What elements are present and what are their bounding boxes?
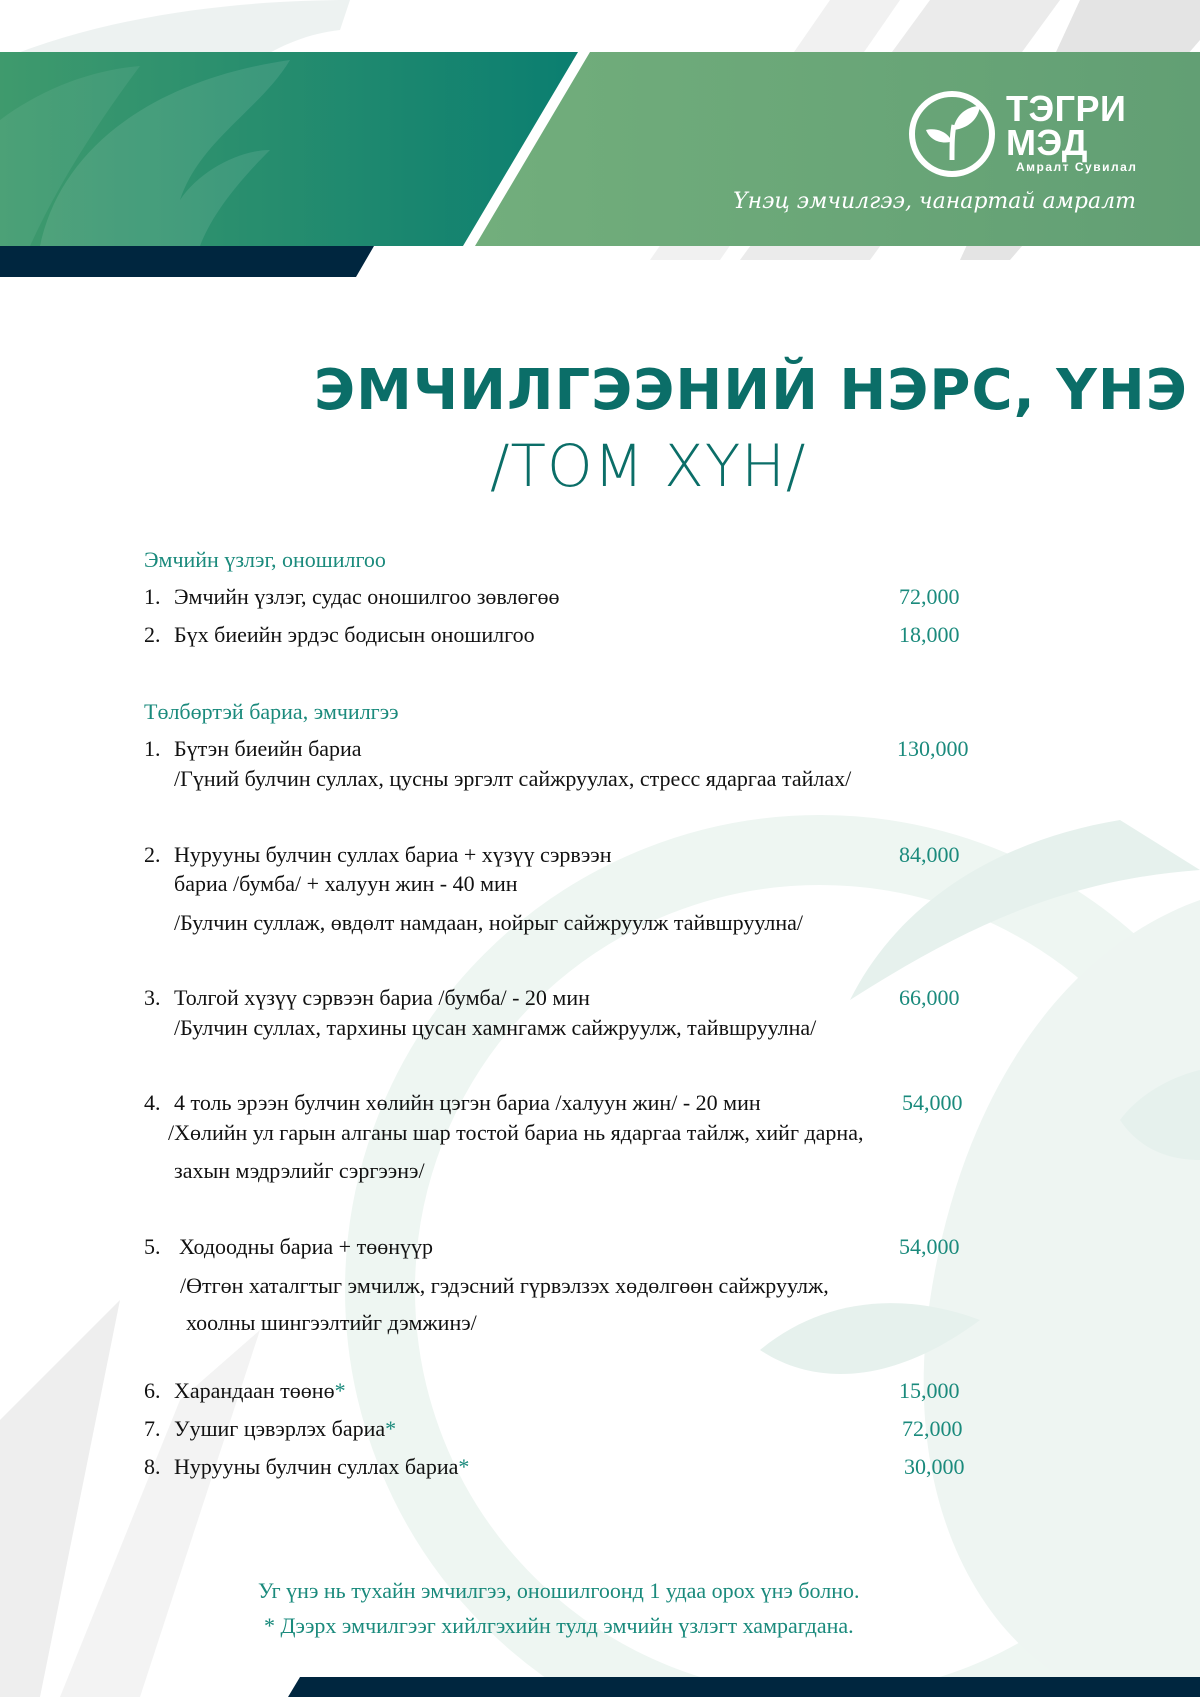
footer-note-consultation: * Дээрх эмчилгээг хийлгэхийн тулд эмчийн үзлэгт хамрагдана. — [264, 1613, 854, 1638]
item-price: 84,000 — [899, 842, 960, 867]
item-name: Эмчийн үзлэг, судас оношилгоо зөвлөгөө — [174, 584, 560, 609]
section-heading-paid-treatments: Төлбөртэй бариа, эмчилгээ — [144, 699, 399, 724]
logo-subtitle: Амралт Сувилал — [1016, 160, 1138, 174]
asterisk-mark: * — [385, 1416, 397, 1441]
item-name: Уушиг цэвэрлэх бариа — [174, 1416, 386, 1441]
item-name: Бүтэн биеийн бариа — [174, 736, 362, 761]
item-description-continued: хоолны шингээлтийг дэмжинэ/ — [186, 1310, 477, 1335]
logo-name-line1: ТЭГРИ — [1006, 88, 1127, 129]
item-number: 7. — [144, 1416, 161, 1441]
section-heading-consultation: Эмчийн үзлэг, оношилгоо — [144, 547, 386, 572]
item-name: Нурууны булчин суллах бариа — [174, 1454, 459, 1479]
item-name: Толгой хүзүү сэрвээн бариа /бумба/ - 20 мин — [174, 985, 590, 1010]
item-name-row — [174, 1378, 346, 1404]
item-name-row — [174, 1416, 396, 1442]
item-name: 4 толь эрээн булчин хөлийн цэгэн бариа /халуун жин/ - 20 мин — [174, 1090, 761, 1115]
item-number: 1. — [144, 736, 161, 761]
item-number: 2. — [144, 842, 161, 867]
item-description: /Булчин суллаж, өвдөлт намдаан, нойрыг сайжруулж тайвшруулна/ — [174, 910, 803, 935]
item-number: 1. — [144, 584, 161, 609]
item-name: Нурууны булчин суллах бариа + хүзүү сэрвээн — [174, 842, 612, 867]
item-name-continued: бариа /бумба/ + халуун жин - 40 мин — [174, 871, 518, 896]
item-number: 6. — [144, 1378, 161, 1403]
item-number: 8. — [144, 1454, 161, 1479]
item-price: 66,000 — [899, 985, 960, 1010]
asterisk-mark: * — [334, 1378, 346, 1403]
item-price: 72,000 — [902, 1416, 963, 1441]
item-name: Бүх биеийн эрдэс бодисын оношилгоо — [174, 622, 535, 647]
item-description: /Гүний булчин суллах, цусны эргэлт сайжруулах, стресс ядаргаа тайлах/ — [174, 766, 852, 791]
item-description: /Булчин суллах, тархины цусан хамнгамж сайжруулж, тайвшруулна/ — [174, 1015, 817, 1040]
item-number: 4. — [144, 1090, 161, 1115]
item-name-row — [174, 1454, 469, 1480]
page-title: ЭМЧИЛГЭЭНИЙ НЭРС, ҮНЭ — [314, 358, 1188, 423]
item-name: Харандаан төөнө — [174, 1378, 335, 1403]
leaf-logo-icon — [908, 90, 996, 178]
logo — [908, 88, 1138, 188]
logo-name-line2: МЭД — [1006, 122, 1088, 163]
logo-text — [1006, 88, 1138, 174]
item-price: 54,000 — [899, 1234, 960, 1259]
item-number: 3. — [144, 985, 161, 1010]
item-price: 30,000 — [904, 1454, 965, 1479]
item-price: 54,000 — [902, 1090, 963, 1115]
item-description: /Хөлийн ул гарын алганы шар тостой бариа нь ядаргаа тайлж, хийг дарна, — [168, 1120, 864, 1145]
footer-note-price: Уг үнэ нь тухайн эмчилгээ, оношилгоонд 1 удаа орох үнэ болно. — [258, 1578, 860, 1603]
item-description-continued: захын мэдрэлийг сэргээнэ/ — [174, 1158, 425, 1183]
item-price: 72,000 — [899, 584, 960, 609]
item-price: 130,000 — [897, 736, 969, 761]
item-price: 15,000 — [899, 1378, 960, 1403]
item-number: 5. — [144, 1234, 161, 1259]
item-number: 2. — [144, 622, 161, 647]
page-subtitle: /ТОМ ХҮН/ — [490, 432, 807, 500]
slogan: Үнэц эмчилгээ, чанартай амралт — [733, 189, 1136, 214]
item-description: /Өтгөн хаталгтыг эмчилж, гэдэсний гүрвэлзэх хөдөлгөөн сайжруулж, — [180, 1273, 829, 1298]
item-name: Ходоодны бариа + төөнүүр — [179, 1234, 433, 1259]
asterisk-mark: * — [458, 1454, 470, 1479]
item-price: 18,000 — [899, 622, 960, 647]
